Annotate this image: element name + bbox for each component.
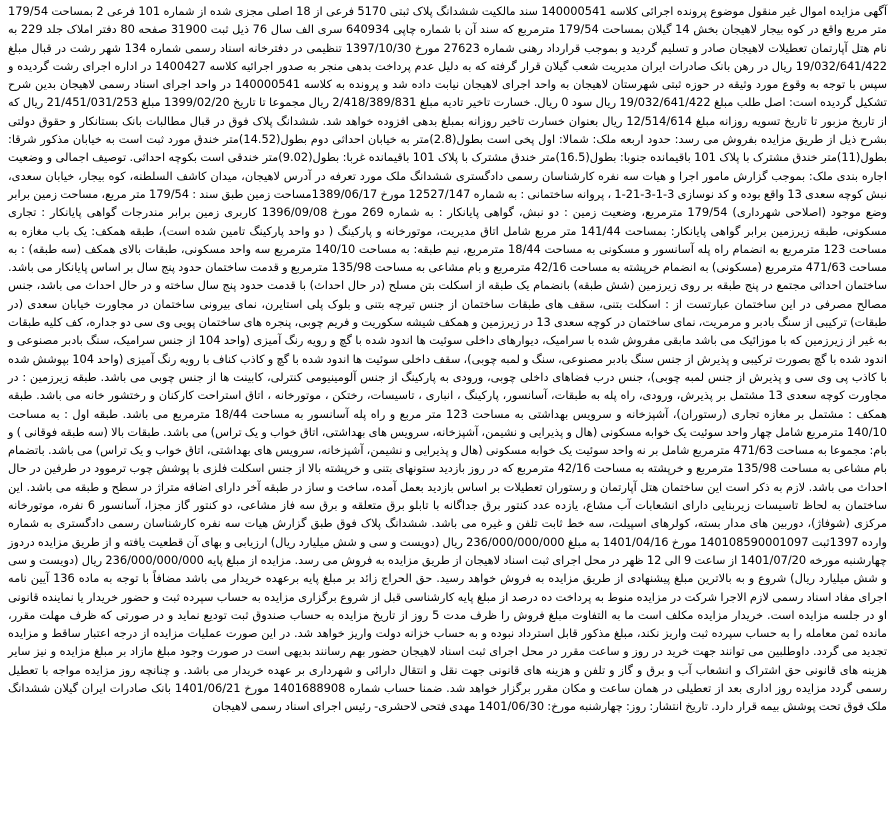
auction-notice-text: آگهی مزایده اموال غیر منقول موضوع پرونده اجرائی کلاسه 140000541 سند مالکیت ششدانگ پلاک ثبتی 5170 فرعی از 18 اصلی مجزی شده از شماره 101 فرعی 2 بمساحت 179/54 متر مربع واقع در کوه بیجار لاهیجان بخش 14 گیلان بمساحت 179/54 مترمربع که سند آن با شماره چاپی 640934 سری الف سال 76 ذیل ثبت 31900 صفحه 80 دفتر املاک جلد 229 به نام هتل آپارتمان تعطیلات لاهیجان صادر و تسلیم گردید و بموجب قرارداد رهنی شماره 27623 مورخ 1397/10/30 تنظیمی در دفترخانه اسناد رسمی شماره 134 شهر رشت در قبال مبلغ 19/032/641/422 ریال در رهن بانک صادرات ایران مدیریت شعب گیلان قرار گرفته که به دلیل عدم پرداخت بدهی منجر به صدور اجرائیه کلاسه 1400427 در اداره اجرای رشت گردیده و سپس با توجه به وقوع مورد وثیقه در حوزه ثبتی شهرستان لاهیجان به واحد اجرای لاهیجان نیابت داده شد و پرونده به کلاسه 140000541 در واحد اجرای اسناد رسمی لاهیجان بدین شرح تشکیل گردیده است: اصل طلب مبلغ 19/032/641/422 ریال سود 0 ریال. خسارت تاخیر تادیه مبلغ 2/418/389/831 ریال مجموعا تا تاریخ 1399/02/20 مبلغ 21/451/031/253 ریال که از تاریخ مزبور تا تاریخ تسویه روزانه مبلغ 12/514/614 ریال بعنوان خسارت تاخیر روزانه بمبلغ بدهی افزوده خواهد شد. ششدانگ پلاک فوق در قبال مطالبات بانک بستانکار و حقوق دولتی بشرح ذیل از طریق مزایده بفروش می رسد: حدود اربعه ملک: شمالا: اول پخی است بطول(2.8)متر به خیابان احداثی دوم بطول(14.52)متر خندق مورد ثبت است به خیابان مذکور شرقا: بطول(11)متر خندق مشترک با پلاک 101 باقیمانده جنوبا: بطول(16.5)متر خندق مشترک با پلاک 101 باقیمانده غربا: بطول(9.02)متر خندقی است بکوچه احداثی. توصیف اجمالی و وضعیت اجاره بندی ملک: بموجب گزارش مامور اجرا و هیات سه نفره کارشناسان رسمی دادگستری ششدانگ ملک مورد تعرفه در آدرس لاهیجان، میدان کاشف السلطنه، کوه بیجار، خیابان سعدی، نبش کوچه سعدی 13 واقع بوده و کد نوسازی 3-1-3-21-1 ، پروانه ساختمانی : به شماره 12527/147 مورخ 1389/06/17مساحت زمین طبق سند : 179/54 متر مربع، مساحت زمین برابر وضع موجود (اصلاحی شهرداری) 179/54 مترمربع، وضعیت زمین : دو نبش، گواهی پایانکار : به شماره 269 مورخ 1396/09/08 کاربری زمین برابر مندرجات گواهی پایانکار : تجاری مسکونی، طبقه زیرزمین برابر گواهی پایانکار: بمساحت 141/44 متر مربع شامل اتاق مدیریت، موتورخانه و پارکینگ ( دو واحد پارکینگ تامین شده است)، طبقه همکف: یک باب مغازه به مساحت 123 مترمربع به انضمام راه پله آسانسور و مسکونی به مساحت 18/44 مترمربع، نیم طبقه: به مساحت 140/10 مترمربع سه واحد مسکونی، طبقات بالای همکف (سه طبقه) : به مساحت 471/63 مترمربع (مسکونی) به انضمام خرپشته به مساحت 42/16 مترمربع و بام مشاعی به مساحت 135/98 مترمربع و قدمت ساختمان حدود پنج سال بر اساس پایانکار می باشد. ساختمان احداثی مجتمع در پنج طبقه بر روی زیرزمین (شش طبقه) بانضمام یک طبقه از اسکلت بتن مسلح (در حال احداث) با قدمت حدود پنج سال ساخته و در حال احداث می باشد، جنس مصالح مصرفی در این ساختمان عبارتست از : اسکلت بتنی، سقف های طبقات ساختمان از جنس تیرچه بتنی و بلوک پلی استایرن، نمای بیرونی ساختمان در مجاورت خیابان سعدی (در طبقات) ترکیبی از سنگ بادبر و مرمریت، نمای ساختمان در کوچه سعدی 13 در زیرزمین و همکف شیشه سکوریت و فریم چوبی، پنجره های ساختمان پویی وی سی دو جداره، کف کلیه طبقات به غیر از زیرزمین که با موزائیک می باشد مابقی مفروش شده با سرامیک، دیوارهای داخلی سوئیت ها اندود شده با گچ و رویه رنگ آمیزی (واحد 104 از جنس سرامیک، سنگ بادبر مصنوعی و اندود شده با گچ بصورت ترکیبی و پذیرش از جنس سنگ بادبر مصنوعی، سنگ و لمبه چوبی)، سقف داخلی سوئیت ها اندود شده با گچ و کاذب کناف با رویه رنگ آمیزی (واحد 104 بپوشش شده با کاذب پی وی سی و پذیرش از جنس لمبه چوبی)، جنس درب فضاهای داخلی چوبی، ورودی به پارکینگ از جنس آلومینیومی کنترلی، کابینت ها از جنس چوبی می باشد. طبقه زیرزمین : در مجاورت کوچه سعدی 13 مشتمل بر پذیرش، ورودی، راه پله به طبقات، آسانسور، پارکینگ ، انباری ، تاسیسات، رختکن ، موتورخانه ، اتاق استراحت کارکنان و رختشور خانه می باشد. طبقه همکف : مشتمل بر مغازه تجاری (رستوران)، آشپزخانه و سرویس بهداشتی به مساحت 123 متر مربع و راه پله آسانسور به مساحت 18/44 مترمربع می باشد. طبقه اول : به مساحت 140/10 مترمربع شامل چهار واحد سوئیت یک خوابه مسکونی (هال و پذیرایی و نشیمن، آشپزخانه، سرویس های بهداشتی، اتاق خواب و یک تراس) می باشد. طبقات بالا (سه طبقه فوقانی ) و بام: مجموعا به مساحت 471/63 مترمربع شامل بر نه واحد سوئیت یک خوابه مسکونی (هال و پذیرایی و نشیمن، آشپزخانه، سرویس های بهداشتی، اتاق خواب و یک تراس) می باشد. باتضمام بام مشاعی به مساحت 135/98 مترمربع و خرپشته به مساحت 42/16 مترمربع که در روز بازدید ستونهای بتنی و خرپشته بالا از جنس اسکلت فلزی با پوشش چوب ترموود در طرفین در حال احداث می باشد. لازم به ذکر است این ساختمان هتل آپارتمان و رستوران تعطیلات بر اساس بازدید بعمل آمده، ساخت و ساز در طبقه آخر دارای اضافه متراژ در سطح و طبقه می باشد. این ساختمان به لحاظ تاسیسات زیربنایی دارای انشعابات آب مشاع، یازده عدد کنتور برق جداگانه با تابلو برق متعلقه و برق سه فاز مشاعی، دو کنتور گاز مجزا، آسانسور 6 نفره، موتورخانه مرکزی (شوفاژ)، دوربین های مدار بسته، کولرهای اسپیلت، سه خط ثابت تلفن و غیره می باشد. ششدانگ پلاک فوق طبق گزارش هیات سه نفره کارشناسان رسمی دادگستری به شماره وارده 1397ثبت 140108590001097 مورخ 1401/04/16 به مبلغ 236/000/000/000 ریال (دویست و سی و شش میلیارد ریال) ارزیابی و بهای آن قطعیت یافته و از طریق مزایده دردوز چهارشنبه مورخه 1401/07/20 از ساعت 9 الی 12 ظهر در محل اجرای ثبت اسناد لاهیجان از طریق مزایده به فروش می رسد. مزایده از مبلغ پایه 236/000/000/000 ریال (دویست و سی و شش میلیارد ریال) شروع و به بالاترین مبلغ پیشنهادی از طریق مزایده به فروش خواهد رسید. حق الحراج زائد بر مبلغ پایه برعهده خریدار می باشد مضافاً با توجه به ماده 136 آیین نامه اجرای مفاد اسناد رسمی لازم الاجرا شرکت در مزایده منوط به پرداخت ده درصد از مبلغ پایه کارشناسی قبل از شروع برگزاری مزایده به حساب سپرده ثبت و حضور خریدار یا نماینده قانونی او در جلسه مزایده است. خریدار مزایده مکلف است ما به التفاوت مبلغ فروش را ظرف مدت 5 روز از تاریخ مزایده به حساب صندوق ثبت تودیع نماید و در صورتی که ظرف مهلت مقرر، مانده ثمن معامله را به حساب سپرده ثبت واریز نکند، مبلغ مذکور قابل استرداد نبوده و به حساب خزانه دولت واریز خواهد شد. در این صورت عملیات مزایده از درجه اعتبار ساقط و مزایده تجدید می گردد. داوطلبین می توانند جهت خرید در روز و ساعت مقرر در محل اجرای ثبت اسناد لاهیجان حضور بهم رسانند بدیهی است در صورت وجود مبلغ مازاد بر مبلغ مزایده و نیز سایر هزینه های قانونی حق اشتراک و انشعاب آب و برق و گاز و تلفن و هزینه های قانونی جهت نقل و انتقال دارائی و شهرداری بر عهده خریدار می باشد. و چنانچه روز مزایده مواجه با تعطیل رسمی گردد مزایده روز اداری بعد از تعطیلی در همان ساعت و مکان مقرر برگزار خواهد شد. ضمنا حساب شماره 1401688908 مورخ 1401/06/21 بانک صادرات ایران گیلان ششدانگ ملک فوق تحت پوشش بیمه قرار دارد. تاریخ انتشار: روز: چهارشنبه مورخ: 1401/06/30 مهدی فتحی لاحشری- رئیس اجرای اسناد رسمی لاهیجان (8, 4, 888, 714)
